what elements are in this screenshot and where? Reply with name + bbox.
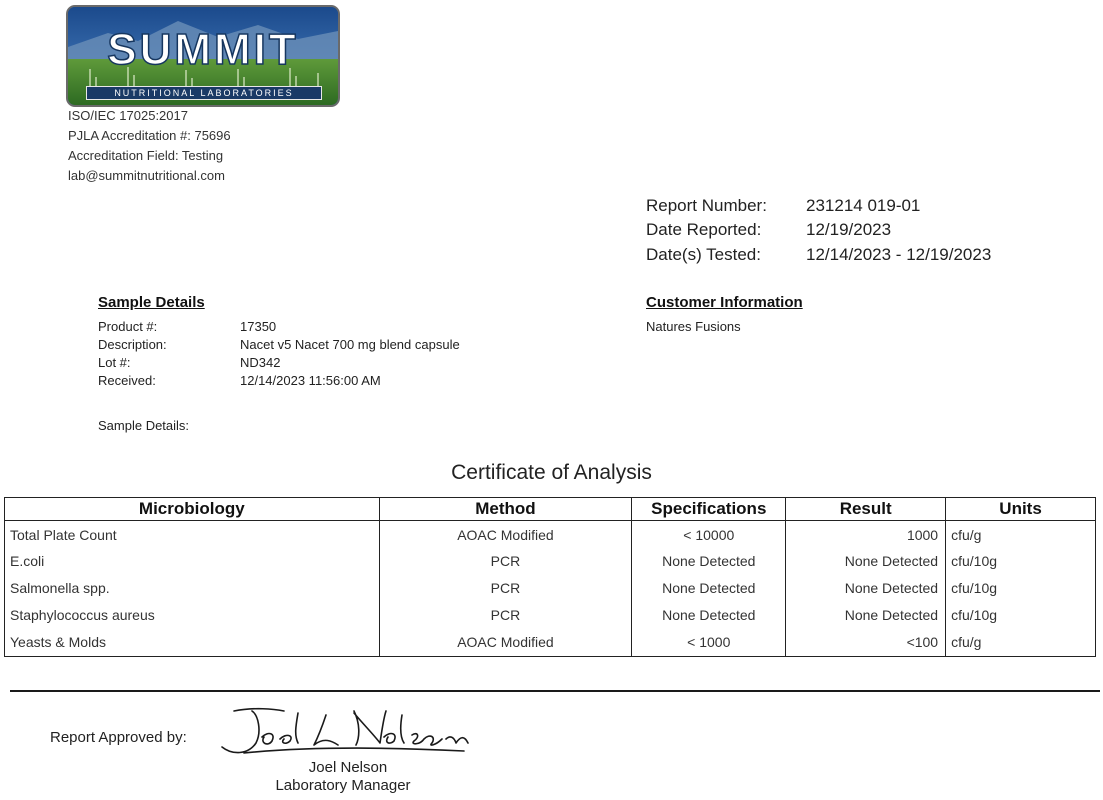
dates-tested: 12/14/2023 - 12/19/2023: [806, 245, 992, 264]
sample-row-received: Received: 12/14/2023 11:56:00 AM: [98, 373, 381, 388]
sample-details-list: [98, 318, 460, 390]
sample-row-description: Description: Nacet v5 Nacet 700 mg blend capsule: [98, 337, 460, 352]
date-reported-label: Date Reported:: [646, 220, 762, 239]
divider: [10, 690, 1100, 692]
dates-tested-label: Date(s) Tested:: [646, 245, 761, 264]
pjla-accreditation: PJLA Accreditation #: 75696: [68, 128, 231, 143]
table-row: Staphylococcus aureus PCR None Detected None Detected cfu/10g: [5, 602, 1096, 629]
table-header-row: [5, 498, 1096, 521]
table-row: Yeasts & Molds AOAC Modified < 1000 <100 cfu/g: [5, 629, 1096, 657]
customer-name: Natures Fusions: [646, 319, 741, 334]
logo-brand: SUMMIT: [107, 25, 299, 74]
date-reported-row: [646, 218, 891, 242]
header-specifications: Specifications: [632, 498, 786, 521]
approver-title: Laboratory Manager: [275, 777, 411, 794]
sample-notes-label: Sample Details:: [98, 418, 190, 433]
results-table: [4, 497, 1096, 657]
sample-details-heading: Sample Details: [98, 294, 205, 311]
summit-logo: [66, 5, 340, 107]
header-units: Units: [946, 498, 1096, 521]
customer-info-heading: Customer Information: [646, 294, 803, 311]
dates-tested-row: [646, 243, 991, 267]
table-row: E.coli PCR None Detected None Detected cfu/10g: [5, 548, 1096, 575]
approved-by-label: Report Approved by:: [50, 729, 187, 746]
accreditation-field: Accreditation Field: Testing: [68, 148, 224, 163]
header-microbiology: Microbiology: [5, 498, 380, 521]
iso-standard: ISO/IEC 17025:2017: [68, 108, 188, 123]
approver-name: Joel Nelson: [308, 759, 388, 776]
lab-email[interactable]: lab@summitnutritional.com: [68, 168, 225, 183]
sample-row-product: Product #: 17350: [98, 319, 277, 334]
table-row: Total Plate Count AOAC Modified < 10000 1000 cfu/g: [5, 521, 1096, 549]
logo-tagline: NUTRITIONAL LABORATORIES: [86, 86, 322, 100]
signature-image: [214, 703, 474, 761]
sample-row-lot: Lot #: ND342: [98, 355, 281, 370]
report-number-row: [646, 194, 920, 218]
table-row: Salmonella spp. PCR None Detected None Detected cfu/10g: [5, 575, 1096, 602]
header-result: Result: [786, 498, 946, 521]
report-number: 231214 019-01: [806, 196, 921, 215]
report-number-label: Report Number:: [646, 196, 767, 215]
certificate-title: Certificate of Analysis: [451, 461, 652, 484]
header-method: Method: [379, 498, 632, 521]
date-reported: 12/19/2023: [806, 220, 892, 239]
